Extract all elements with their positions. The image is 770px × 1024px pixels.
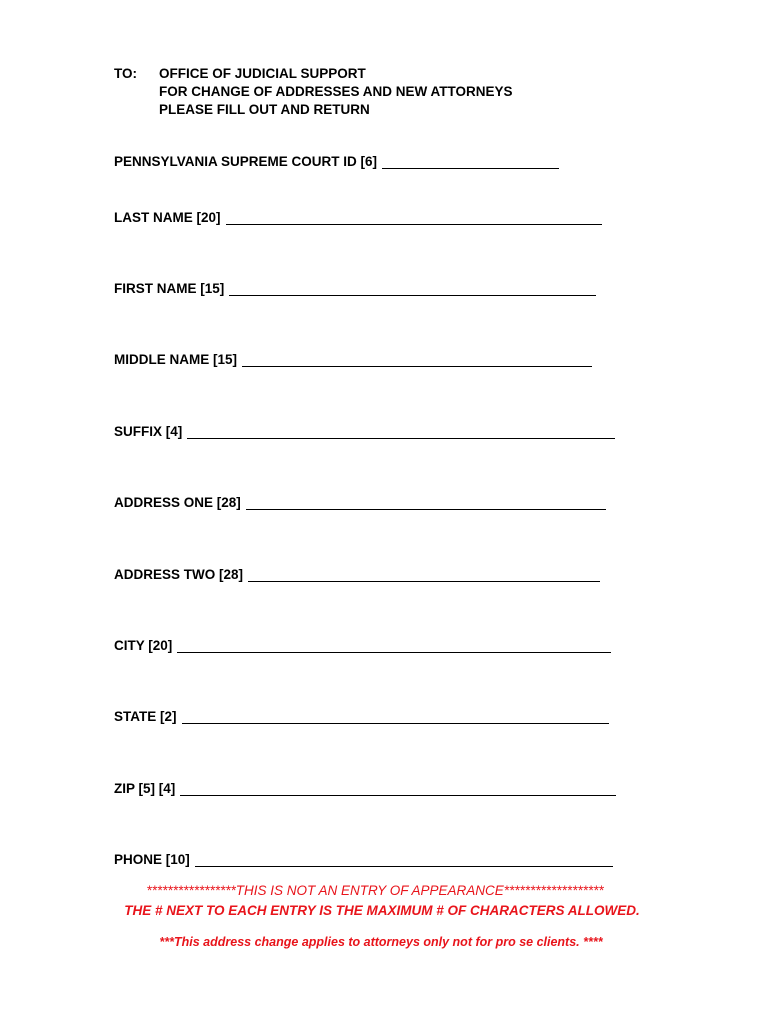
- first-name-field: [114, 278, 596, 296]
- first-name-input[interactable]: [229, 282, 596, 296]
- address-one-field: [114, 492, 606, 510]
- phone-input[interactable]: [195, 853, 613, 867]
- zip-label: ZIP [5] [4]: [114, 781, 176, 796]
- city-label: CITY [20]: [114, 638, 173, 653]
- recipient-purpose: FOR CHANGE OF ADDRESSES AND NEW ATTORNEYS: [159, 84, 513, 99]
- city-line: [177, 638, 611, 653]
- state-input[interactable]: [182, 710, 609, 724]
- city-field: [114, 635, 611, 653]
- middle-name-field: [114, 349, 592, 367]
- middle-name-line: [242, 352, 592, 367]
- court-id-input[interactable]: [382, 155, 559, 169]
- first-name-label: FIRST NAME [15]: [114, 281, 225, 296]
- max-characters-notice: THE # NEXT TO EACH ENTRY IS THE MAXIMUM # OF CHARACTERS ALLOWED.: [124, 903, 640, 918]
- phone-label: PHONE [10]: [114, 852, 190, 867]
- court-id-field: [114, 151, 559, 169]
- address-one-label: ADDRESS ONE [28]: [114, 495, 241, 510]
- first-name-line: [229, 281, 596, 296]
- middle-name-input[interactable]: [242, 353, 592, 367]
- court-id-label: PENNSYLVANIA SUPREME COURT ID [6]: [114, 154, 378, 169]
- entry-of-appearance-notice: *****************THIS IS NOT AN ENTRY OF APPEARANCE*******************: [146, 883, 604, 898]
- phone-field: [114, 849, 613, 867]
- last-name-field: [114, 207, 602, 225]
- state-field: [114, 706, 609, 724]
- middle-name-label: MIDDLE NAME [15]: [114, 352, 238, 367]
- last-name-input[interactable]: [226, 211, 602, 225]
- zip-line: [180, 781, 616, 796]
- suffix-field: [114, 421, 615, 439]
- state-label: STATE [2]: [114, 709, 177, 724]
- city-input[interactable]: [177, 639, 611, 653]
- address-two-input[interactable]: [248, 568, 600, 582]
- recipient-instruction: PLEASE FILL OUT AND RETURN: [159, 102, 370, 117]
- address-one-line: [246, 495, 606, 510]
- suffix-line: [187, 424, 615, 439]
- recipient-office: OFFICE OF JUDICIAL SUPPORT: [159, 66, 366, 81]
- zip-field: [114, 778, 616, 796]
- address-two-label: ADDRESS TWO [28]: [114, 567, 244, 582]
- recipient-block: [159, 65, 513, 119]
- last-name-line: [226, 210, 602, 225]
- phone-line: [195, 852, 613, 867]
- address-two-line: [248, 567, 600, 582]
- state-line: [182, 709, 609, 724]
- court-id-line: [382, 154, 559, 169]
- zip-input[interactable]: [180, 782, 616, 796]
- address-one-input[interactable]: [246, 496, 606, 510]
- suffix-input[interactable]: [187, 425, 615, 439]
- suffix-label: SUFFIX [4]: [114, 424, 183, 439]
- last-name-label: LAST NAME [20]: [114, 210, 221, 225]
- address-two-field: [114, 564, 600, 582]
- attorneys-only-notice: ***This address change applies to attorneys only not for pro se clients. ****: [159, 935, 603, 949]
- to-label: TO:: [114, 66, 137, 81]
